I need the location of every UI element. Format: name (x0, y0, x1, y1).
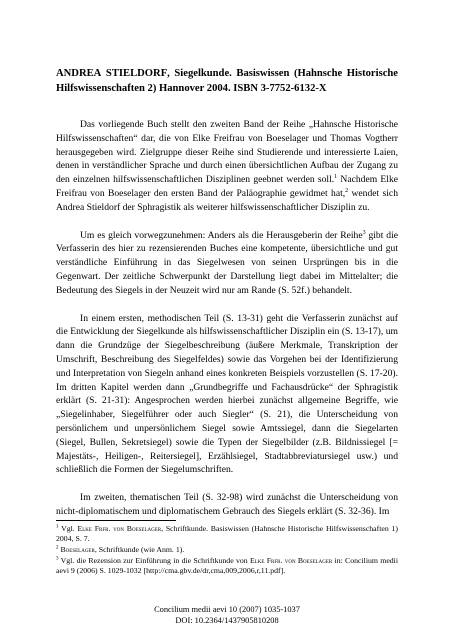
footnote-1-number: 1 (56, 524, 59, 530)
author-first-initial: A (56, 68, 64, 79)
footnote-ref-1[interactable]: 1 (334, 174, 338, 180)
author-last-name: TIELDORF (111, 68, 168, 79)
footnote-2-author: Boeselager (58, 545, 95, 554)
journal-citation: Concilium medii aevi 10 (2007) 1035-1037 (154, 605, 300, 614)
footnote-3-author: Elke Frfr. von Boeselager (249, 556, 333, 565)
page-footer (56, 604, 398, 626)
author-last-initial: S (105, 68, 112, 79)
paragraph-2-text-a: Um es gleich vorwegzunehmen: Anders als die Herausgeberin der Reihe (80, 229, 363, 241)
paragraph-1 (56, 118, 398, 215)
paragraph-1-text-a: Das vorliegende Buch stellt den zweiten Band der Reihe „Hahnsche Historische Hilfswissenschaften“ dar, die von Elke Freifrau von Boeselager und Thomas Vogtherr herausgegeben wird. Zielgruppe dieser Reihe sind Studierende und interessierte Laien, denen in verständlicher Sprache und durch einen übersichtlichen Aufbau der Zugang zu den einzelnen hilfswissenschaftlichen Disziplinen geebnet werden soll. (56, 119, 398, 186)
review-heading (56, 66, 398, 96)
paragraph-2-text-b: gibt die Verfasserin des hier zu rezensierenden Buches eine kompetente, übersichtliche und gut verständliche Einführung in das Siegelwesen von seinen Ursprüngen bis in die Gegenwart. Der zeitliche Schwerpunkt der Darstellung liegt dabei im Mittelalter; die Bedeutung des Siegels in der Neuzeit wird nur am Rande (S. 52f.) behandelt. (56, 229, 398, 296)
footnote-1 (56, 524, 398, 544)
footnote-3 (56, 556, 398, 576)
footnote-3-number: 3 (56, 556, 59, 562)
footnote-2-text-b: , Schriftkunde (wie Anm. 1). (94, 545, 185, 554)
review-body (56, 118, 398, 519)
footnote-2-number: 2 (56, 545, 59, 551)
paragraph-2 (56, 229, 398, 298)
footnote-ref-2[interactable]: 2 (345, 187, 349, 194)
paragraph-3: In einem ersten, methodischen Teil (S. 13-31) geht die Verfasserin zunächst auf die Entwicklung der Siegelkunde als hilfswissenschaftlicher Disziplin ein (S. 13-17), um dann die Grundzüge der Siegelbeschreibung (äußere Merkmale, Transkription der Umschrift, Beschreibung des Siegelfeldes) sowie das Vorgehen bei der Identifizierung und Interpretation von Siegeln anhand eines konkreten Beispiels vorzustellen (S. 17-20). Im dritten Kapitel werden dann „Grundbegriffe und Fachausdrücke“ der Sphragistik erklärt (S. 21-31): Angesprochen werden hierbei zunächst allgemeine Begriffe, wie „Siegelinhaber, Siegelführer oder auch Siegler“ (S. 21), die Unterscheidung von persönlichem und unpersönlichem Siegel sowie Amtssiegel, dann die Siegelarten (Siegel, Bullen, Sekretsiegel) sowie die Typen der Siegelbilder (z.B. Bildnissiegel [= Majestäts-, Heiligen-, Reitersiegel], Erzählsiegel, Stadtabbreviatursiegel usw.) und schließlich die Formen der Siegelumschriften. (56, 312, 398, 476)
book-title: , Siegelkunde. Basiswissen (Hahnsche Historische Hilfswissenschaften 2) Hannover 2004. ISBN 3-7752-6132-X (56, 68, 398, 94)
footnote-1-text-a: Vgl. (58, 524, 78, 533)
footnotes (56, 524, 398, 577)
footnote-1-text-b: , Schriftkunde. Basiswissen (Hahnsche Historische Hilfswissenschaften 1) 2004, S. 7. (56, 524, 398, 543)
footnote-1-author: Elke Frfr. von Boeselager (77, 524, 162, 533)
footnote-3-text-a: Vgl. die Rezension zur Einführung in die Schriftkunde von (58, 556, 250, 565)
paragraph-4: Im zweiten, thematischen Teil (S. 32-98) wird zunächst die Unterscheidung von nicht-diplomatischem und diplomatischem Gebrauch des Siegels erklärt (S. 32-36). Im (56, 492, 398, 517)
footnote-ref-3[interactable]: 3 (362, 229, 366, 236)
footnote-2 (56, 545, 398, 555)
footnote-3-text-b: in: Concilium medii aevi 9 (2006) S. 1029-1032 [http://cma.gbv.de/dr,cma,009,2006,r,11.pdf]. (56, 556, 399, 575)
paragraph-1-text-c: wendet sich Andrea Stieldorf der Sphragistik als weiterer hilfswissenschaftlicher Disziplin zu. (56, 187, 398, 213)
author-first-name: NDREA (63, 68, 102, 79)
footnote-divider (56, 520, 176, 521)
doi-link[interactable]: DOI: 10.2364/1437905810208 (175, 616, 279, 625)
paragraph-1-text-b: Nachdem Elke Freifrau von Boeselager den ersten Band der Paläographie gewidmet hat, (56, 174, 399, 199)
